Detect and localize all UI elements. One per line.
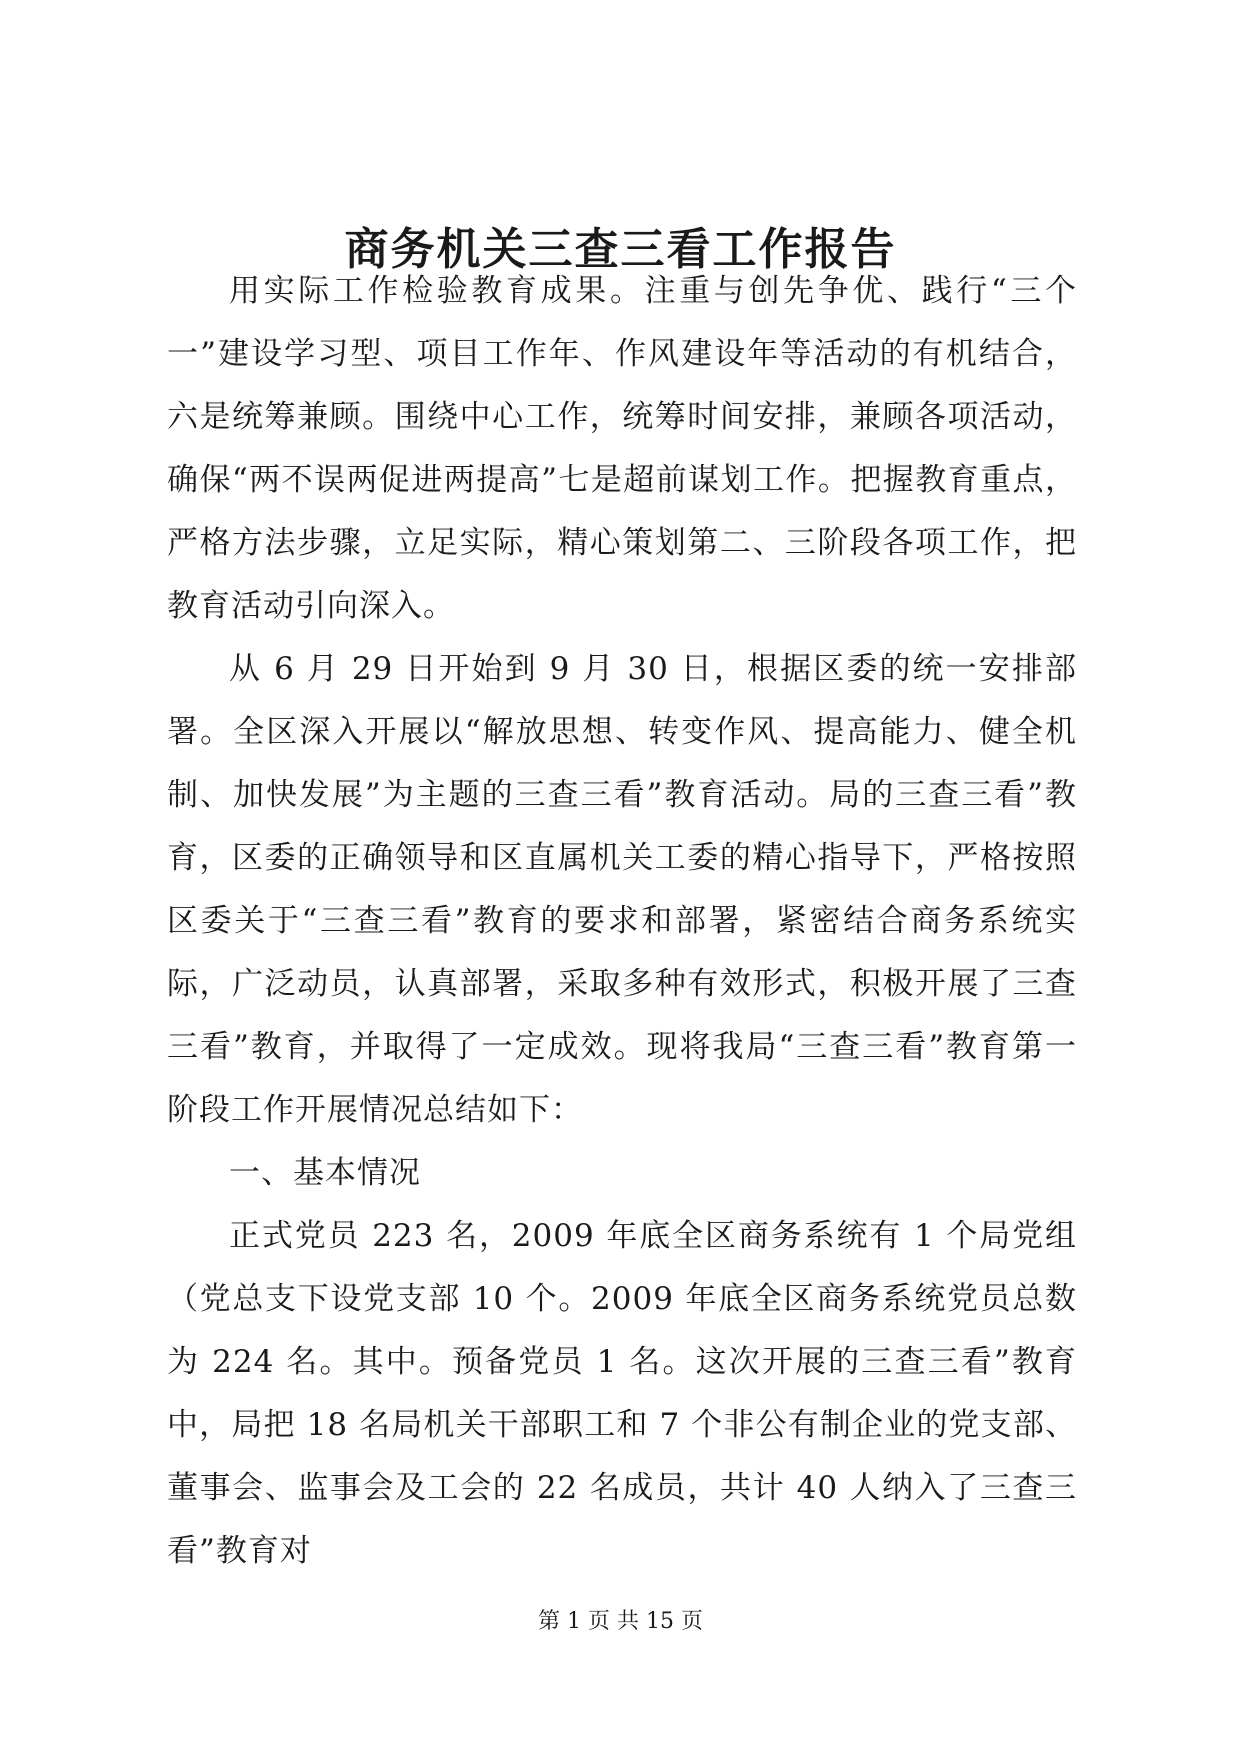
- document-title: 商务机关三查三看工作报告: [344, 224, 897, 275]
- paragraph-3: 正式党员 223 名，2009 年底全区商务系统有 1 个局党组（党总支下设党支部 10 个。2009 年底全区商务系统党员总数为 224 名。其中。预备党员 1 名。这次开展的三查三看”教育中，局把 18 名局机关干部职工和 7 个非公有制企业的党支部、董事会、监事会及工会的 22 名成员，共计 40 人纳入了三查三看”教育对: [167, 1218, 1077, 1569]
- page-number-footer: 第 1 页 共 15 页: [538, 1609, 703, 1634]
- paragraph-1: 用实际工作检验教育成果。注重与创先争优、践行“三个一”建设学习型、项目工作年、作风建设年等活动的有机结合，六是统筹兼顾。围绕中心工作，统筹时间安排，兼顾各项活动，确保“两不误两促进两提高”七是超前谋划工作。把握教育重点，严格方法步骤，立足实际，精心策划第二、三阶段各项工作，把教育活动引向深入。: [167, 273, 1077, 624]
- document-body: [167, 260, 1077, 1583]
- paragraph-2: 从 6 月 29 日开始到 9 月 30 日，根据区委的统一安排部署。全区深入开展以“解放思想、转变作风、提高能力、健全机制、加快发展”为主题的三查三看”教育活动。局的三查三看”教育，区委的正确领导和区直属机关工委的精心指导下，严格按照区委关于“三查三看”教育的要求和部署，紧密结合商务系统实际，广泛动员，认真部署，采取多种有效形式，积极开展了三查三看”教育，并取得了一定成效。现将我局“三查三看”教育第一阶段工作开展情况总结如下：: [167, 651, 1077, 1128]
- section-heading-basic-situation: 一、基本情况: [229, 1155, 421, 1191]
